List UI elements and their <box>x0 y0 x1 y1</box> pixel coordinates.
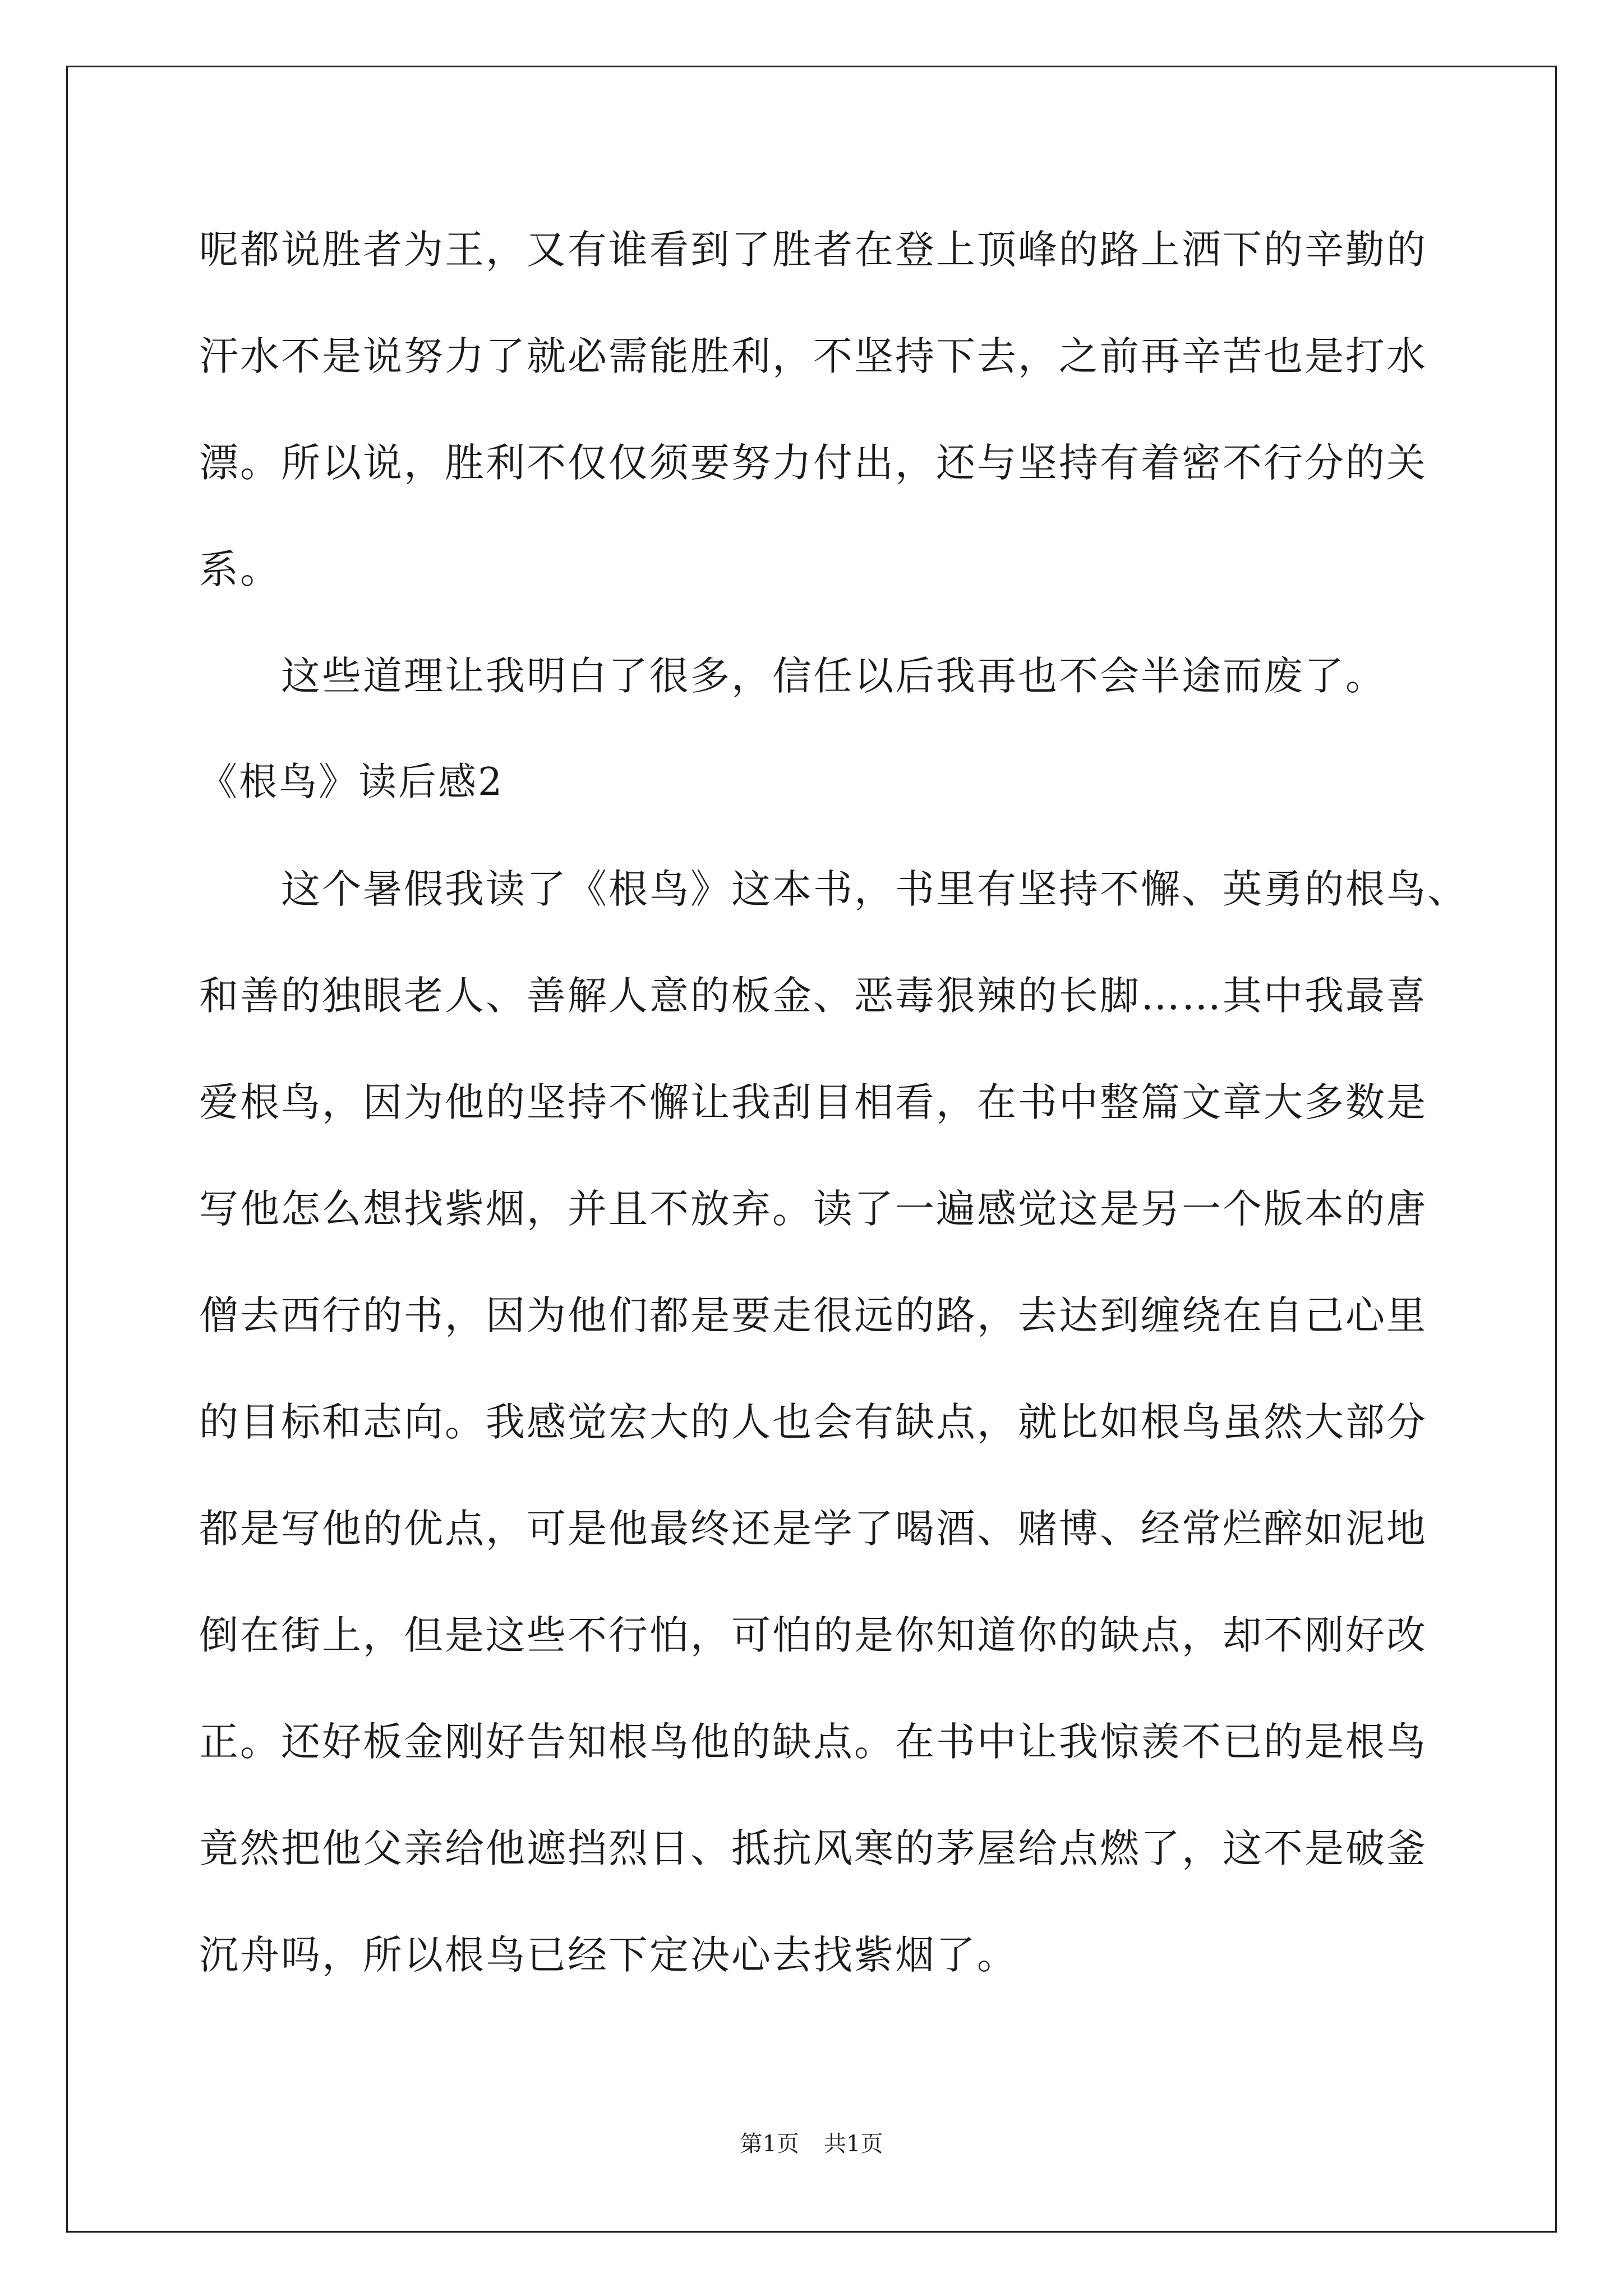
text-line: 僧去西行的书，因为他们都是要走很远的路，去达到缠绕在自己心里 <box>199 1292 1427 1338</box>
text-line: 这些道理让我明白了很多，信任以后我再也不会半途而废了。 <box>281 653 1386 699</box>
text-line: 汗水不是说努力了就必需能胜利，不坚持下去，之前再辛苦也是打水 <box>199 333 1427 379</box>
text-line: 正。还好板金刚好告知根鸟他的缺点。在书中让我惊羡不已的是根鸟 <box>199 1719 1427 1765</box>
text-line: 写他怎么想找紫烟，并且不放弃。读了一遍感觉这是另一个版本的唐 <box>199 1186 1427 1232</box>
text-line: 呢都说胜者为王，又有谁看到了胜者在登上顶峰的路上洒下的辛勤的 <box>199 227 1427 273</box>
document-body <box>199 216 1489 2028</box>
page-total: 共1页 <box>824 2131 883 2157</box>
text-line: 和善的独眼老人、善解人意的板金、恶毒狠辣的长脚……其中我最喜 <box>199 973 1427 1019</box>
text-line: 系。 <box>199 546 281 592</box>
section-heading: 《根鸟》读后感2 <box>199 760 504 804</box>
text-line: 竟然把他父亲给他遮挡烈日、抵抗风寒的茅屋给点燃了，这不是破釜 <box>199 1825 1427 1871</box>
text-line: 的目标和志向。我感觉宏大的人也会有缺点，就比如根鸟虽然大部分 <box>199 1399 1427 1445</box>
text-line: 漂。所以说，胜利不仅仅须要努力付出，还与坚持有着密不行分的关 <box>199 440 1427 486</box>
text-line: 这个暑假我读了《根鸟》这本书，书里有坚持不懈、英勇的根鸟、 <box>281 866 1468 912</box>
page-footer <box>0 2126 1623 2158</box>
text-line: 爱根鸟，因为他的坚持不懈让我刮目相看，在书中整篇文章大多数是 <box>199 1079 1427 1125</box>
text-line: 都是写他的优点，可是他最终还是学了喝酒、赌博、经常烂醉如泥地 <box>199 1506 1427 1552</box>
text-line: 沉舟吗，所以根鸟已经下定决心去找紫烟了。 <box>199 1932 1018 1978</box>
text-line: 倒在街上，但是这些不行怕，可怕的是你知道你的缺点，却不刚好改 <box>199 1612 1427 1658</box>
page-number: 第1页 <box>740 2131 799 2157</box>
